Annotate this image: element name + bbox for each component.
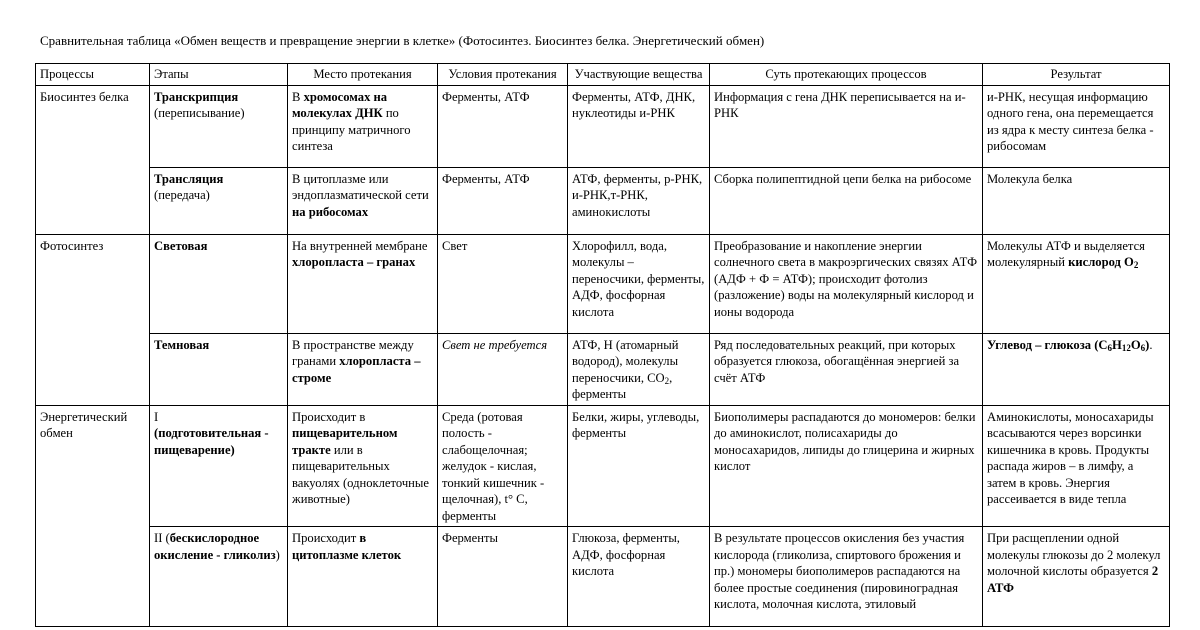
place-cell: Происходит в пищеварительном тракте или в пищеварительных вакуолях (одноклеточные животные)	[288, 405, 438, 527]
comparison-table	[35, 63, 1170, 627]
essence-cell: Сборка полипептидной цепи белка на рибосоме	[710, 167, 983, 234]
substances-cell: Хлорофилл, вода, молекулы – переносчики, ферменты, АДФ, фосфорная кислота	[568, 234, 710, 333]
essence-cell: В результате процессов окисления без участия кислорода (гликолиза, спиртового брожения и пр.) мономеры биополимеров распадаются на более простые соединения (пировиноградная кислота, молочная кислота, этиловый	[710, 527, 983, 627]
process-cell: Энергетический обмен	[36, 405, 150, 627]
substances-cell: Белки, жиры, углеводы, ферменты	[568, 405, 710, 527]
result-cell: Углевод – глюкоза $(С_6Н_{12}О_6)$.	[983, 333, 1170, 405]
table-row	[36, 527, 1170, 627]
document-title: Сравнительная таблица «Обмен веществ и превращение энергии в клетке» (Фотосинтез. Биосинтез белка. Энергетический обмен)	[40, 33, 765, 48]
result-cell: и-РНК, несущая информацию одного гена, она перемещается из ядра к месту синтеза белка - рибосомам	[983, 85, 1170, 167]
header-place: Место протекания	[288, 64, 438, 86]
conditions-cell: Ферменты, АТФ	[438, 167, 568, 234]
header-conditions: Условия протекания	[438, 64, 568, 86]
substances-cell: Глюкоза, ферменты, АДФ, фосфорная кислота	[568, 527, 710, 627]
conditions-cell: Свет	[438, 234, 568, 333]
header-stages: Этапы	[150, 64, 288, 86]
header-essence: Суть протекающих процессов	[710, 64, 983, 86]
table-row	[36, 333, 1170, 405]
process-cell: Фотосинтез	[36, 234, 150, 405]
table-row	[36, 405, 1170, 527]
table-row	[36, 85, 1170, 167]
substances-cell: АТФ, Н (атомарный водород), молекулы переносчики, $СО_2$, ферменты	[568, 333, 710, 405]
conditions-cell: Среда (ротовая полость - слабощелочная; желудок - кислая, тонкий кишечник - щелочная), t° С, ферменты	[438, 405, 568, 527]
place-cell: В хромосомах на молекулах ДНК по принципу матричного синтеза	[288, 85, 438, 167]
stage-cell: Трансляция (передача)	[150, 167, 288, 234]
stage-cell: II (бескислородное окисление - гликолиз)	[150, 527, 288, 627]
result-cell: Аминокислоты, моносахариды всасываются через ворсинки кишечника в кровь. Продукты распада жиров – в лимфу, а затем в кровь. Энергия рассеивается в виде тепла	[983, 405, 1170, 527]
header-processes: Процессы	[36, 64, 150, 86]
essence-cell: Информация с гена ДНК переписывается на и-РНК	[710, 85, 983, 167]
stage-cell: Световая	[150, 234, 288, 333]
stage-cell: Темновая	[150, 333, 288, 405]
process-cell: Биосинтез белка	[36, 85, 150, 234]
table-row	[36, 167, 1170, 234]
substances-cell: АТФ, ферменты, р-РНК, и-РНК,т-РНК, аминокислоты	[568, 167, 710, 234]
stage-cell: Транскрипция (переписывание)	[150, 85, 288, 167]
place-cell: В цитоплазме или эндоплазматической сети на рибосомах	[288, 167, 438, 234]
substances-cell: Ферменты, АТФ, ДНК, нуклеотиды и-РНК	[568, 85, 710, 167]
result-cell: Молекулы АТФ и выделяется молекулярный кислород $О_2$	[983, 234, 1170, 333]
place-cell: Происходит в цитоплазме клеток	[288, 527, 438, 627]
header-row	[36, 64, 1170, 86]
conditions-cell: Ферменты	[438, 527, 568, 627]
stage-cell: I (подготовительная - пищеварение)	[150, 405, 288, 527]
place-cell: На внутренней мембране хлоропласта – гранах	[288, 234, 438, 333]
header-result: Результат	[983, 64, 1170, 86]
essence-cell: Биополимеры распадаются до мономеров: белки до аминокислот, полисахариды до моносахаридов, липиды до глицерина и жирных кислот	[710, 405, 983, 527]
result-cell: При расщеплении одной молекулы глюкозы до 2 молекул молочной кислоты образуется 2 АТФ	[983, 527, 1170, 627]
essence-cell: Ряд последовательных реакций, при которых образуется глюкоза, обогащённая энергией за счёт АТФ	[710, 333, 983, 405]
essence-cell: Преобразование и накопление энергии солнечного света в макроэргических связях АТФ (АДФ + Ф = АТФ); происходит фотолиз (разложение) воды на молекулярный кислород и ионы водорода	[710, 234, 983, 333]
result-cell: Молекула белка	[983, 167, 1170, 234]
place-cell: В пространстве между гранами хлоропласта – строме	[288, 333, 438, 405]
conditions-cell: Ферменты, АТФ	[438, 85, 568, 167]
table-row	[36, 234, 1170, 333]
header-substances: Участвующие вещества	[568, 64, 710, 86]
conditions-cell: Свет не требуется	[438, 333, 568, 405]
